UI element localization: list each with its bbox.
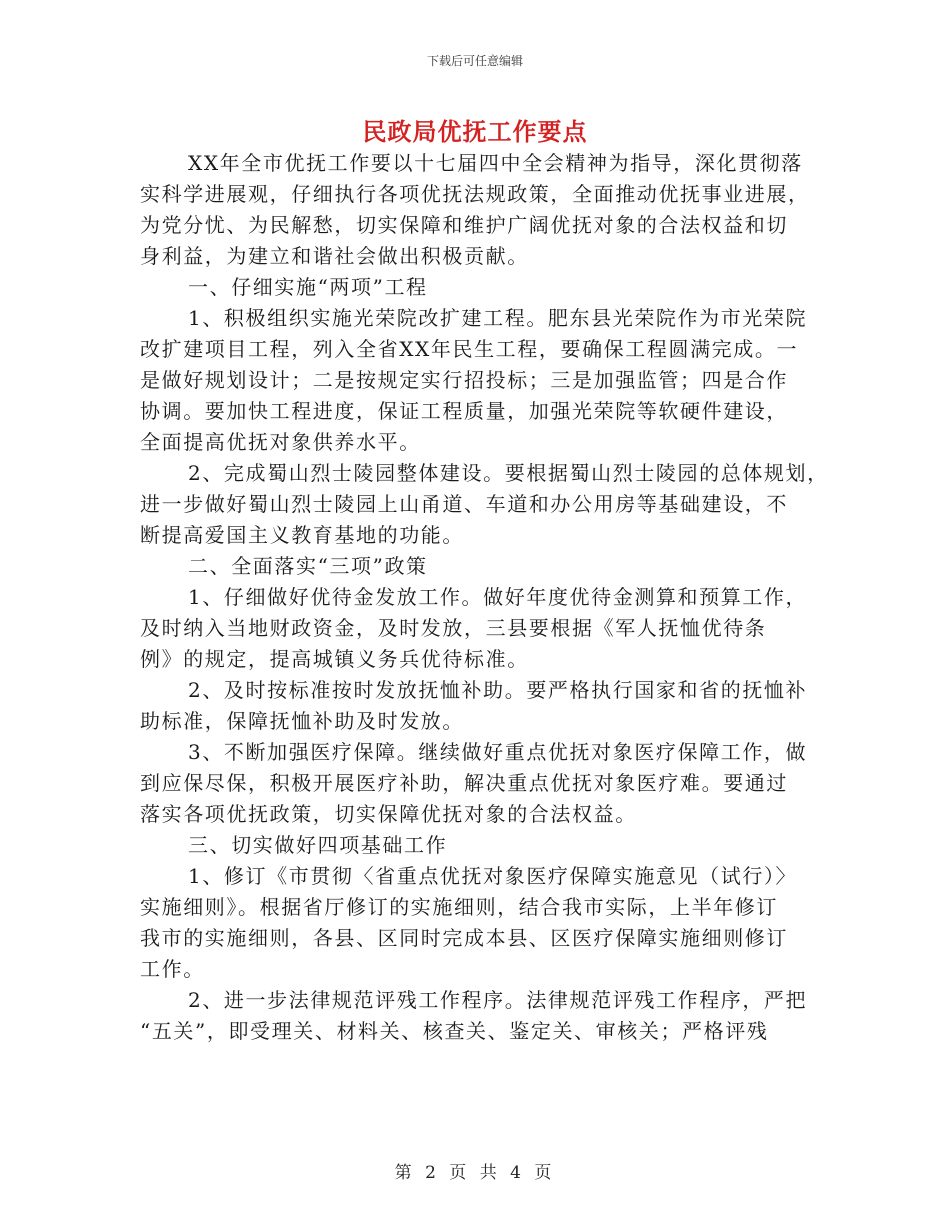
document-title: 民政局优抚工作要点 [362,117,588,146]
body-line: 改扩建项目工程，列入全省XX年民生工程，要确保工程圆满完成。一 [140,337,799,361]
body-line: 1、修订《市贯彻〈省重点优抚对象医疗保障实施意见（试行）〉 [188,864,798,888]
body-line: 2、及时按标准按时发放抚恤补助。要严格执行国家和省的抚恤补 [188,678,808,702]
body-line: 是做好规划设计；二是按规定实行招投标；三是加强监管；四是合作 [140,368,788,392]
body-line: 3、不断加强医疗保障。继续做好重点优抚对象医疗保障工作，做 [188,740,808,764]
body-line: 1、仔细做好优待金发放工作。做好年度优待金测算和预算工作， [188,585,808,609]
body-line: 到应保尽保，积极开展医疗补助，解决重点优抚对象医疗难。要通过 [140,771,788,795]
page-footer: 第 2 页 共 4 页 [394,1163,556,1183]
body-line: 例》的规定，提高城镇义务兵优待标准。 [140,647,529,671]
body-line: XX年全市优抚工作要以十七届四中全会精神为指导，深化贯彻落 [188,151,803,175]
body-line: 助标准，保障抚恤补助及时发放。 [140,709,464,733]
body-line: 我市的实施细则，各县、区同时完成本县、区医疗保障实施细则修订 [140,926,788,950]
body-line: 工作。 [140,957,205,981]
body-line: 进一步做好蜀山烈士陵园上山甬道、车道和办公用房等基础建设，不 [140,492,788,516]
body-line: 2、进一步法律规范评残工作程序。法律规范评残工作程序，严把 [188,988,808,1012]
body-line: 落实各项优抚政策，切实保障优抚对象的合法权益。 [140,802,637,826]
body-line: 2、完成蜀山烈士陵园整体建设。要根据蜀山烈士陵园的总体规划， [188,461,829,485]
body-line: 二、全面落实“三项”政策 [188,554,428,578]
body-line: 全面提高优抚对象供养水平。 [140,430,421,454]
body-line: 实科学进展观，仔细执行各项优抚法规政策，全面推动优抚事业进展， [140,182,810,206]
body-line: 实施细则》。根据省厅修订的实施细则，结合我市实际，上半年修订 [140,895,778,919]
body-line: 为党分忧、为民解愁，切实保障和维护广阔优抚对象的合法权益和切 [140,213,788,237]
body-line: 身利益，为建立和谐社会做出积极贡献。 [140,244,529,268]
body-line: 三、切实做好四项基础工作 [188,833,448,857]
document-body [140,148,829,1047]
body-line: 1、积极组织实施光荣院改扩建工程。肥东县光荣院作为市光荣院 [188,306,808,330]
body-line: 及时纳入当地财政资金，及时发放，三县要根据《军人抚恤优待条 [140,616,767,640]
body-line: 一、仔细实施“两项”工程 [188,275,428,299]
header-note: 下载后可任意编辑 [426,54,523,68]
body-line: “五关”，即受理关、材料关、核查关、鉴定关、审核关；严格评残 [140,1019,769,1043]
body-line: 协调。要加快工程进度，保证工程质量，加强光荣院等软硬件建设， [140,399,788,423]
body-line: 断提高爱国主义教育基地的功能。 [140,523,464,547]
